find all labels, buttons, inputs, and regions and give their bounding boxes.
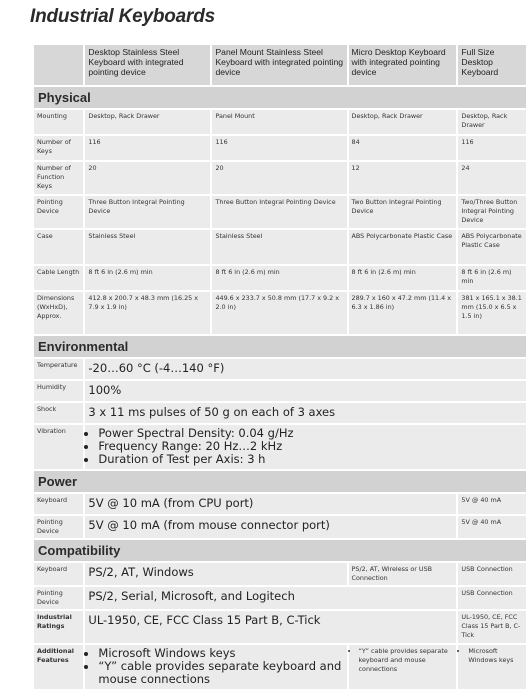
table-cell: 116 — [212, 136, 346, 160]
row-label: Dimensions (WxHxD), Approx. — [34, 292, 83, 334]
header-row — [34, 45, 526, 85]
table-cell: 3 x 11 ms pulses of 50 g on each of 3 axes — [85, 403, 526, 423]
table-row — [34, 266, 526, 290]
table-cell: 8 ft 6 in (2.6 m) min — [349, 266, 457, 290]
table-cell: PS/2, AT, Wireless or USB Connection — [349, 563, 457, 585]
table-cell: Stainless Steel — [212, 230, 346, 264]
table-cell: Two/Three Button Integral Pointing Device — [458, 196, 526, 228]
table-row — [34, 381, 526, 401]
list-item: • Frequency Range: 20 Hz…2 kHz — [98, 440, 523, 453]
table-cell: 100% — [85, 381, 526, 401]
table-cell: 381 x 165.1 x 38.1 mm (15.0 x 6.5 x 1.5 in) — [458, 292, 526, 334]
section-row — [34, 471, 526, 492]
section-heading-power: Power — [34, 471, 526, 492]
table-cell — [85, 425, 526, 469]
row-label: Humidity — [34, 381, 83, 401]
table-row — [34, 563, 526, 585]
table-cell: UL-1950, CE, FCC Class 15 Part B, C-Tick — [85, 611, 456, 643]
table-row — [34, 403, 526, 423]
row-label: Number of Function Keys — [34, 162, 83, 194]
page-title: Industrial Keyboards — [30, 6, 215, 27]
spec-table — [32, 43, 528, 691]
section-heading-compatibility: Compatibility — [34, 540, 526, 561]
list-item: • Duration of Test per Axis: 3 h — [98, 453, 523, 466]
table-cell: UL-1950, CE, FCC Class 15 Part B, C-Tick — [458, 611, 526, 643]
table-row — [34, 645, 526, 689]
table-cell: 8 ft 6 in (2.6 m) min — [458, 266, 526, 290]
row-label: Cable Length — [34, 266, 83, 290]
table-cell — [458, 645, 526, 689]
row-label: Case — [34, 230, 83, 264]
table-row — [34, 162, 526, 194]
row-label: Vibration — [34, 425, 83, 469]
row-label: Pointing Device — [34, 587, 83, 609]
table-row — [34, 494, 526, 514]
row-label: Keyboard — [34, 563, 83, 585]
section-heading-physical: Physical — [34, 87, 526, 108]
list-item: • Microsoft Windows keys — [468, 647, 523, 665]
table-cell: 20 — [85, 162, 210, 194]
row-label: Shock — [34, 403, 83, 423]
column-header: Micro Desktop Keyboard with integrated pointing device — [349, 45, 457, 85]
row-label: Mounting — [34, 110, 83, 134]
table-cell: 116 — [85, 136, 210, 160]
section-row — [34, 87, 526, 108]
section-row — [34, 336, 526, 357]
column-header: Desktop Stainless Steel Keyboard with integrated pointing device — [85, 45, 210, 85]
table-cell: ABS Polycarbonate Plastic Case — [458, 230, 526, 264]
table-cell: Desktop, Rack Drawer — [458, 110, 526, 134]
table-cell: 20 — [212, 162, 346, 194]
table-cell: Desktop, Rack Drawer — [349, 110, 457, 134]
table-cell: Three Button Integral Pointing Device — [85, 196, 210, 228]
column-header: Panel Mount Stainless Steel Keyboard with integrated pointing device — [212, 45, 346, 85]
table-cell — [349, 645, 457, 689]
section-row — [34, 540, 526, 561]
table-cell: Three Button Integral Pointing Device — [212, 196, 346, 228]
table-cell: 5V @ 10 mA (from mouse connector port) — [85, 516, 456, 538]
table-row — [34, 230, 526, 264]
row-label: Additional Features — [34, 645, 83, 689]
table-row — [34, 611, 526, 643]
vibration-list — [88, 427, 523, 466]
table-row — [34, 425, 526, 469]
table-cell: 84 — [349, 136, 457, 160]
table-cell: Stainless Steel — [85, 230, 210, 264]
table-cell: 412.8 x 200.7 x 48.3 mm (16.25 x 7.9 x 1.9 in) — [85, 292, 210, 334]
header-blank — [34, 45, 83, 85]
row-label: Temperature — [34, 359, 83, 379]
table-row — [34, 136, 526, 160]
list-item: • “Y” cable provides separate keyboard and mouse connections — [98, 660, 343, 686]
column-header: Full Size Desktop Keyboard — [458, 45, 526, 85]
table-cell: PS/2, Serial, Microsoft, and Logitech — [85, 587, 456, 609]
table-cell: 12 — [349, 162, 457, 194]
table-cell: 5V @ 40 mA — [458, 494, 526, 514]
row-label: Keyboard — [34, 494, 83, 514]
table-cell: Desktop, Rack Drawer — [85, 110, 210, 134]
table-cell: ABS Polycarbonate Plastic Case — [349, 230, 457, 264]
list-item: • “Y” cable provides separate keyboard and mouse connections — [359, 647, 454, 674]
table-cell: -20…60 °C (-4…140 °F) — [85, 359, 526, 379]
table-row — [34, 359, 526, 379]
section-heading-environmental: Environmental — [34, 336, 526, 357]
row-label: Number of Keys — [34, 136, 83, 160]
table-cell: 5V @ 10 mA (from CPU port) — [85, 494, 456, 514]
features-list-full-size — [461, 647, 523, 665]
table-cell — [85, 645, 346, 689]
table-cell: PS/2, AT, Windows — [85, 563, 346, 585]
table-cell: 449.6 x 233.7 x 50.8 mm (17.7 x 9.2 x 2.0 in) — [212, 292, 346, 334]
row-label: Industrial Ratings — [34, 611, 83, 643]
table-row — [34, 587, 526, 609]
table-row — [34, 516, 526, 538]
row-label: Pointing Device — [34, 516, 83, 538]
table-cell: Two Button Integral Pointing Device — [349, 196, 457, 228]
table-cell: USB Connection — [458, 587, 526, 609]
table-row — [34, 292, 526, 334]
table-row — [34, 196, 526, 228]
table-cell: 289.7 x 160 x 47.2 mm (11.4 x 6.3 x 1.86 in) — [349, 292, 457, 334]
list-item: • Microsoft Windows keys — [98, 647, 343, 660]
table-cell: 116 — [458, 136, 526, 160]
table-cell: 5V @ 40 mA — [458, 516, 526, 538]
list-item: • Power Spectral Density: 0.04 g/Hz — [98, 427, 523, 440]
table-cell: USB Connection — [458, 563, 526, 585]
table-cell: Panel Mount — [212, 110, 346, 134]
table-cell: 8 ft 6 in (2.6 m) min — [85, 266, 210, 290]
table-cell: 24 — [458, 162, 526, 194]
table-row — [34, 110, 526, 134]
table-cell: 8 ft 6 in (2.6 m) min — [212, 266, 346, 290]
features-list-micro — [352, 647, 454, 674]
features-list — [88, 647, 343, 686]
row-label: Pointing Device — [34, 196, 83, 228]
